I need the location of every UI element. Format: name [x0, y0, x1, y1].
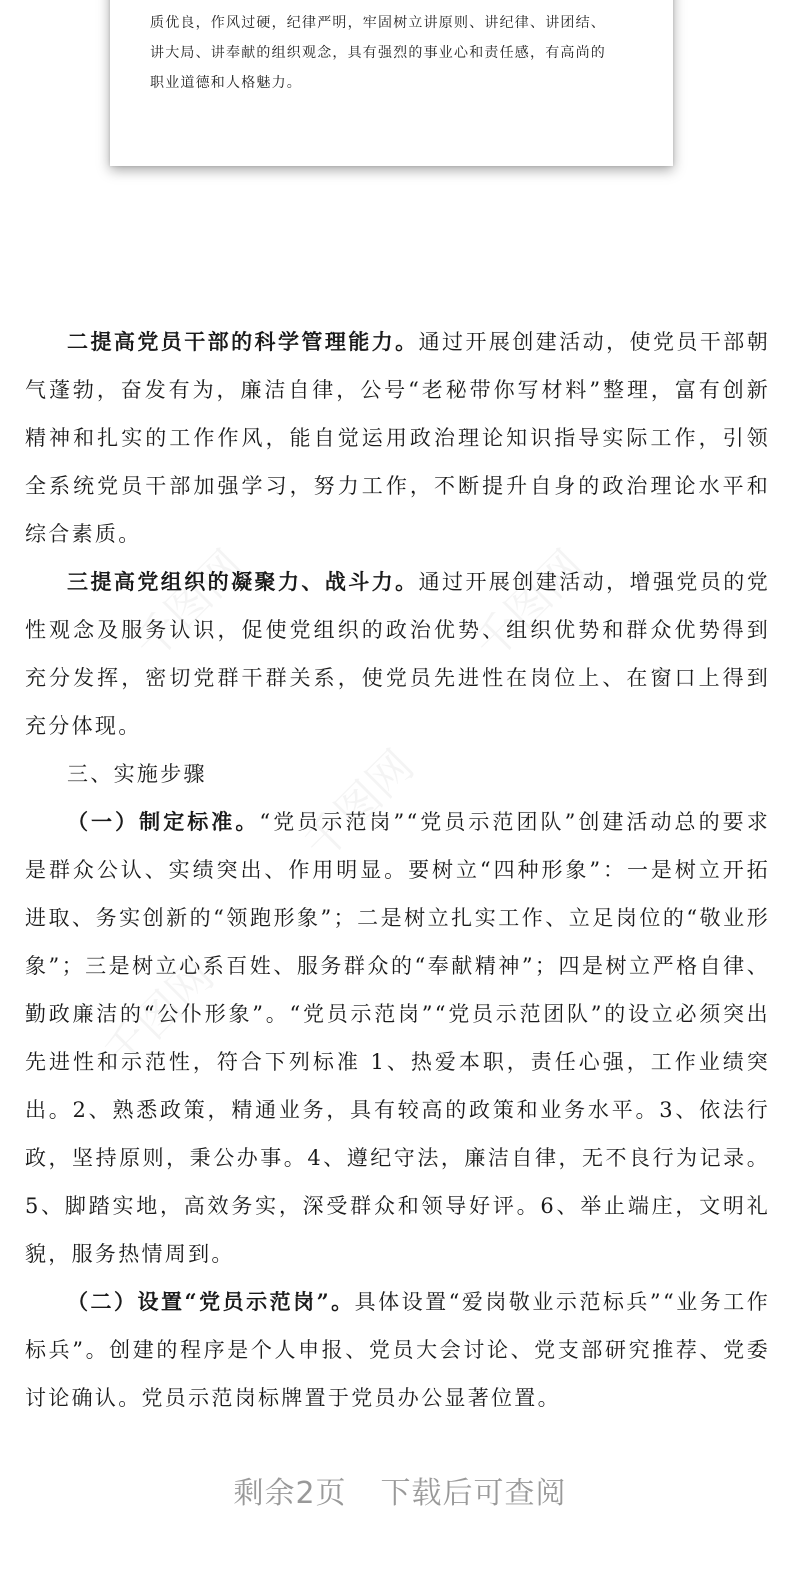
paragraph-text: 通过开展创建活动，增强党员的党性观念及服务认识，促使党组织的政治优势、组织优势和群众优势得到充分发挥，密切党群干群关系，使党员先进性在岗位上、在窗口上得到充分体现。	[25, 570, 771, 738]
paragraph-improve-cohesion	[25, 558, 770, 750]
section-heading-steps	[25, 750, 770, 798]
paragraph-lead: （一）制定标准。	[67, 809, 260, 834]
download-to-view-label: 下载后可查阅	[380, 1476, 567, 1511]
paragraph-set-standards	[25, 798, 770, 1278]
paragraph-setup-posts	[25, 1278, 770, 1422]
paragraph-improve-management	[25, 318, 770, 558]
paragraph-text: “党员示范岗”“党员示范团队”创建活动总的要求是群众公认、实绩突出、作用明显。要树立“四种形象”：一是树立开拓进取、务实创新的“领跑形象”；二是树立扎实工作、立足岗位的“敬业形象”；三是树立心系百姓、服务群众的“奉献精神”；四是树立严格自律、勤政廉洁的“公仆形象”。“党员示范岗”“党员示范团队”的设立必须突出先进性和示范性，符合下列标准 1、热爱本职，责任心强，工作业绩突出。2、熟悉政策，精通业务，具有较高的政策和业务水平。3、依法行政，坚持原则，秉公办事。4、遵纪守法，廉洁自律，无不良行为记录。5、脚踏实地，高效务实，深受群众和领导好评。6、举止端庄，文明礼貌，服务热情周到。	[25, 810, 770, 1266]
paragraph-text: 通过开展创建活动，使党员干部朝气蓬勃，奋发有为，廉洁自律，公号“老秘带你写材料”整理，富有创新精神和扎实的工作作风，能自觉运用政治理论知识指导实际工作，引领全系统党员干部加强学习，努力工作，不断提升自身的政治理论水平和综合素质。	[25, 330, 771, 546]
paragraph-lead: （二）设置“党员示范岗”。	[67, 1289, 355, 1314]
paragraph-text: 具体设置“爱岗敬业示范标兵”“业务工作标兵”。创建的程序是个人申报、党员大会讨论、党支部研究推荐、党委讨论确认。党员示范岗标牌置于党员办公显著位置。	[25, 1290, 770, 1410]
preview-line-3: 职业道德和人格魅力。	[150, 75, 302, 91]
paragraph-text: 三、实施步骤	[67, 762, 207, 786]
download-prompt[interactable]	[0, 1468, 800, 1512]
remaining-pages-label: 剩余2页	[233, 1476, 347, 1511]
paragraph-lead: 二提高党员干部的科学管理能力。	[67, 329, 419, 354]
preview-line-2: 讲大局、讲奉献的组织观念，具有强烈的事业心和责任感，有高尚的	[150, 45, 606, 61]
document-body	[25, 318, 770, 1422]
preview-page-card	[110, 0, 673, 166]
preview-line-1: 质优良，作风过硬，纪律严明，牢固树立讲原则、讲纪律、讲团结、	[150, 15, 606, 31]
paragraph-lead: 三提高党组织的凝聚力、战斗力。	[67, 569, 419, 594]
